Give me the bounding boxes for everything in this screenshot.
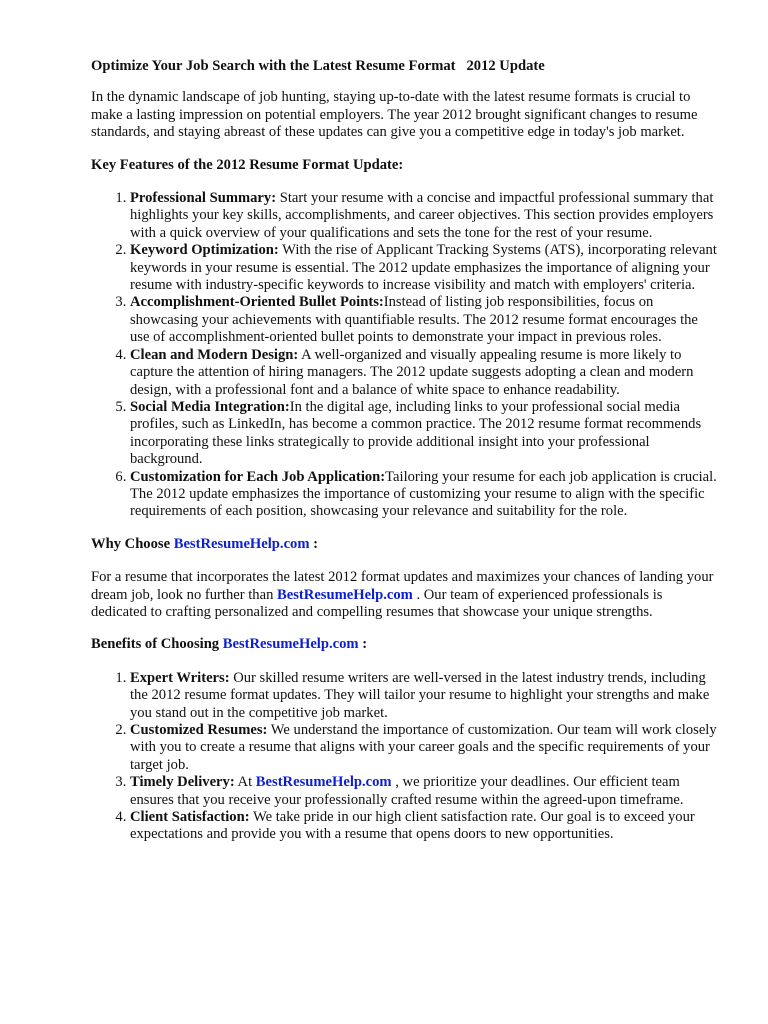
list-item	[130, 469, 718, 521]
benefits-heading-text: Benefits of Choosing	[91, 636, 223, 653]
feature-label: Social Media Integration:	[130, 398, 290, 415]
site-link[interactable]: BestResumeHelp.com	[277, 586, 413, 603]
feature-label: Keyword Optimization:	[130, 242, 279, 259]
list-item	[130, 774, 718, 809]
benefit-label: Expert Writers:	[130, 669, 230, 686]
intro-paragraph: In the dynamic landscape of job hunting, staying up-to-date with the latest resume formats is crucial to make a lasting impression on potential employers. The year 2012 brought significant changes to resume standards, and staying abreast of these updates can give you a competitive edge in today's job market.	[91, 89, 698, 141]
feature-text: Start your resume with a concise and impactful professional summary that highlights your key skills, accomplishments, and career objectives. This section provides employers with a quick overview of your qualifications and sets the tone for the rest of your resume.	[130, 190, 714, 241]
list-item	[130, 347, 718, 399]
benefits-heading	[91, 636, 718, 653]
benefit-text: , we prioritize your deadlines. Our efficient team ensures that you receive your professionally crafted resume within the agreed-upon timeframe.	[130, 774, 684, 808]
benefit-text-pre: At	[234, 774, 256, 791]
site-link[interactable]: BestResumeHelp.com	[255, 774, 392, 791]
list-item	[130, 722, 718, 774]
list-item	[130, 190, 718, 242]
feature-text: A well-organized and visually appealing resume is more likely to capture the attention of hiring managers. The 2012 update suggests adopting a clean and modern design, with a professional font and a balance of white space to enhance readability.	[130, 346, 694, 398]
site-link[interactable]: BestResumeHelp.com	[173, 535, 310, 552]
page-title: Optimize Your Job Search with the Latest Resume Format 2012 Update	[91, 58, 545, 74]
list-item	[130, 242, 718, 294]
why-heading-colon: :	[309, 535, 319, 552]
why-para-text: For a resume that incorporates the latest 2012 format updates and maximizes your chances of landing your dream job, look no further than	[91, 569, 714, 603]
why-para-text-end: . Our team of experienced professionals is dedicated to crafting personalized and compelling resumes that showcase your unique strengths.	[91, 586, 663, 620]
list-item	[130, 294, 718, 346]
why-choose-heading	[91, 536, 718, 553]
why-choose-paragraph	[91, 569, 718, 621]
feature-label: Customization for Each Job Application:	[130, 468, 386, 485]
benefit-label: Customized Resumes:	[130, 722, 268, 738]
site-link[interactable]: BestResumeHelp.com	[222, 636, 359, 653]
benefit-text: We take pride in our high client satisfaction rate. Our goal is to exceed your expectations and provide you with a resume that opens doors to new opportunities.	[130, 809, 695, 843]
benefit-label: Timely Delivery:	[130, 774, 235, 791]
benefit-label: Client Satisfaction:	[130, 809, 250, 826]
list-item	[130, 670, 718, 722]
feature-text: In the digital age, including links to your professional social media profiles, such as LinkedIn, has become a common practice. The 2012 resume format recommends incorporating these links strategically to provide additional insight into your professional background.	[130, 398, 702, 468]
feature-text: Instead of listing job responsibilities, focus on showcasing your achievements with quantifiable results. The 2012 resume format encourages the use of accomplishment-oriented bullet points to demonstrate your impact in previous roles.	[130, 294, 698, 346]
list-item	[130, 399, 718, 469]
why-heading-text: Why Choose	[91, 535, 174, 552]
feature-text: With the rise of Applicant Tracking Systems (ATS), incorporating relevant keywords in your resume is essential. The 2012 update emphasizes the importance of aligning your resume with industry-specific keywords to increase visibility and match with employers' criteria.	[130, 242, 717, 294]
feature-label: Clean and Modern Design:	[130, 346, 299, 363]
benefit-text: We understand the importance of customization. Our team will work closely with you to create a resume that aligns with your career goals and the specific requirements of your target job.	[130, 722, 717, 773]
features-heading: Key Features of the 2012 Resume Format Update:	[91, 156, 404, 173]
features-list	[91, 190, 718, 521]
list-item	[130, 809, 718, 844]
benefit-text: Our skilled resume writers are well-versed in the latest industry trends, including the 2012 resume format updates. They will tailor your resume to highlight your strengths and make you stand out in the competitive job market.	[130, 669, 710, 721]
benefits-heading-colon: :	[358, 636, 368, 653]
feature-label: Professional Summary:	[130, 190, 277, 207]
feature-text: Tailoring your resume for each job application is crucial. The 2012 update emphasizes the importance of customizing your resume to align with the specific requirements of each position, showcasing your relevance and suitability for the role.	[130, 468, 717, 520]
benefits-list	[91, 670, 718, 844]
feature-label: Accomplishment-Oriented Bullet Points:	[130, 294, 384, 311]
